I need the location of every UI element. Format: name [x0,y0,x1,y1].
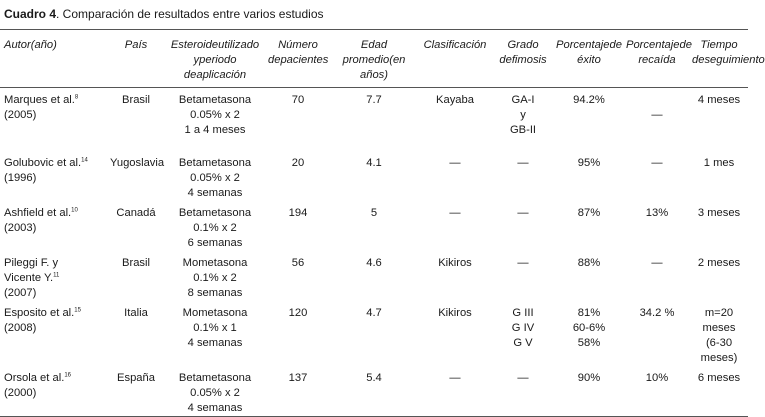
table-body [0,88,748,417]
cell-age [330,301,418,366]
cell-steroid [164,151,266,201]
cell-relapse [624,88,690,152]
table-row [0,251,748,301]
classification-line: Kayaba [436,94,474,106]
cell-author [0,366,108,417]
header-followup [690,30,765,88]
followup-line: m=20 meses [702,307,736,334]
steroid-line: Betametasona [178,207,252,219]
cell-patients [266,301,330,366]
header-line: Esteroide [170,39,219,51]
country-line: Brasil [122,94,150,106]
success-line: 90% [577,372,601,384]
header-line: utilizado y [193,39,260,66]
age-line: 5.4 [366,372,382,384]
success-line: 95% [577,157,601,169]
grade-line: y [520,109,526,121]
followup-line: 2 meses [697,257,741,269]
table-row [0,88,748,152]
cell-success [554,201,624,251]
steroid-line: 0.05% x 2 [190,387,240,399]
header-line: País [124,39,148,51]
cell-author [0,151,108,201]
steroid-line: 4 semanas [187,337,243,349]
steroid-line: Mometasona [182,307,248,319]
header-steroid [164,30,266,88]
age-line: 4.1 [366,157,382,169]
country-line: España [117,372,155,384]
cell-relapse [624,366,690,417]
patients-line: 70 [291,94,305,106]
table-caption [4,7,324,21]
cell-grade [492,366,554,417]
steroid-line: 6 semanas [187,237,243,249]
cell-relapse [624,251,690,301]
header-line: Porcentaje [626,39,680,51]
country-line: Italia [124,307,148,319]
header-line: fimosis [511,54,547,66]
steroid-line: 0.1% x 1 [193,322,237,334]
cell-steroid [164,366,266,417]
cell-classification [418,251,492,301]
table-row [0,151,748,201]
steroid-line: 0.05% x 2 [190,109,240,121]
header-classification [418,30,492,88]
cell-steroid [164,251,266,301]
success-line: 94.2% [573,94,605,106]
header-success [554,30,624,88]
header-country [108,30,164,88]
author-line: (1996) [4,172,37,184]
header-line: Clasificación [423,39,487,51]
cell-patients [266,201,330,251]
header-line: periodo de [183,54,237,81]
age-line: 7.7 [366,94,382,106]
cell-success [554,151,624,201]
header-line: Porcentaje [556,39,610,51]
cell-followup [690,366,748,417]
author-line: (2000) [4,387,37,399]
caption-label: Cuadro 4 [4,7,57,21]
header-line: (en años) [360,54,406,81]
grade-line: GB-II [509,124,537,136]
relapse-line: — [651,157,663,169]
steroid-line: 0.05% x 2 [190,172,240,184]
cell-success [554,251,624,301]
grade-line: GA-I [511,94,535,106]
classification-line: — [449,372,461,384]
followup-line: 3 meses [697,207,741,219]
followup-line: (6-30 meses) [700,337,738,364]
header-line: seguimiento [704,54,765,66]
grade-line: — [517,207,529,219]
grade-line: — [517,157,529,169]
reference-number: 10 [71,207,78,214]
cell-followup [690,88,748,152]
steroid-line: Betametasona [178,94,252,106]
header-line: Grado de [499,39,539,66]
classification-line: — [449,207,461,219]
header-line: (año) [30,39,57,51]
success-line: 87% [577,207,601,219]
steroid-line: 0.1% x 2 [193,222,237,234]
header-line: Número de [268,39,318,66]
classification-line: Kikiros [438,257,472,269]
patients-line: 194 [288,207,308,219]
country-line: Yugoslavia [110,157,165,169]
cell-followup [690,251,748,301]
author-line: Esposito et al.$^{15}$ [4,307,81,319]
cell-age [330,251,418,301]
cell-age [330,201,418,251]
cell-country [108,301,164,366]
author-line: (2008) [4,322,37,334]
cell-country [108,88,164,152]
cell-classification [418,201,492,251]
success-line: 58% [577,337,601,349]
author-line: (2005) [4,109,37,121]
author-line: Orsola et al.$^{16}$ [4,372,72,384]
cell-steroid [164,201,266,251]
author-line: (2003) [4,222,37,234]
cell-patients [266,251,330,301]
cell-patients [266,88,330,152]
cell-age [330,88,418,152]
cell-country [108,151,164,201]
country-line: Brasil [122,257,150,269]
header-line: de éxito [577,39,622,66]
cell-classification [418,366,492,417]
cell-classification [418,88,492,152]
classification-line: — [449,157,461,169]
reference-number: 11 [53,272,60,279]
author-line: Vicente Y.$^{11}$ [4,272,60,284]
table-row [0,301,748,366]
header-line: pacientes [280,54,329,66]
classification-line: Kikiros [438,307,472,319]
header-row [0,30,748,88]
steroid-line: Betametasona [178,372,252,384]
header-line: aplicación [196,69,247,81]
table-row [0,201,748,251]
header-line: Edad promedio [342,39,390,66]
relapse-line: 10% [645,372,669,384]
patients-line: 120 [288,307,308,319]
cell-classification [418,301,492,366]
grade-line: — [517,257,529,269]
relapse-line: 13% [645,207,669,219]
steroid-line: 4 semanas [187,402,243,414]
patients-line: 56 [291,257,305,269]
age-line: 5 [370,207,378,219]
table-row [0,366,748,417]
steroid-line: 0.1% x 2 [193,272,237,284]
cell-relapse [624,301,690,366]
reference-number: 8 [74,94,79,101]
cell-followup [690,301,748,366]
steroid-line: 1 a 4 meses [184,124,246,136]
header-line: de recaída [638,39,692,66]
steroid-line: Betametasona [178,157,252,169]
success-line: 81% [577,307,601,319]
cell-success [554,88,624,152]
cell-classification [418,151,492,201]
cell-success [554,366,624,417]
cell-author [0,88,108,152]
cell-author [0,201,108,251]
grade-line: G IV [511,322,535,334]
relapse-line: — [651,109,663,121]
grade-line: G V [513,337,533,349]
cell-grade [492,88,554,152]
author-line: Ashfield et al.$^{10}$ [4,207,78,219]
followup-line: 1 mes [703,157,735,169]
header-grade [492,30,554,88]
age-line: 4.6 [366,257,382,269]
steroid-line: 8 semanas [187,287,243,299]
cell-author [0,301,108,366]
reference-number: 15 [74,307,81,314]
reference-number: 14 [81,157,88,164]
cell-followup [690,151,748,201]
cell-country [108,251,164,301]
cell-followup [690,201,748,251]
header-age [330,30,418,88]
success-line: 60-6% [572,322,606,334]
caption-text: . Comparación de resultados entre varios estudios [56,7,324,21]
header-line: Tiempo de [692,39,738,66]
cell-grade [492,301,554,366]
relapse-line: 34.2 % [639,307,675,319]
followup-line: 6 meses [697,372,741,384]
steroid-line: Mometasona [182,257,248,269]
success-line: 88% [577,257,601,269]
cell-steroid [164,88,266,152]
cell-country [108,201,164,251]
cell-success [554,301,624,366]
author-line: (2007) [4,287,37,299]
cell-grade [492,201,554,251]
author-line: Pileggi F. y [4,257,59,269]
cell-age [330,151,418,201]
header-author [0,30,108,88]
cell-relapse [624,201,690,251]
header-relapse [624,30,690,88]
cell-grade [492,251,554,301]
cell-author [0,251,108,301]
grade-line: — [517,372,529,384]
reference-number: 16 [64,372,72,379]
patients-line: 20 [291,157,305,169]
header-line: Autor [4,39,31,51]
cell-country [108,366,164,417]
country-line: Canadá [116,207,156,219]
patients-line: 137 [288,372,308,384]
cell-relapse [624,151,690,201]
cell-age [330,366,418,417]
author-line: Golubovic et al.$^{14}$ [4,157,88,169]
author-line: Marques et al.$^8$ [4,94,79,106]
relapse-line: — [651,257,663,269]
cell-patients [266,366,330,417]
results-table [0,29,765,417]
cell-grade [492,151,554,201]
grade-line: G III [512,307,534,319]
age-line: 4.7 [366,307,382,319]
followup-line: 4 meses [697,94,741,106]
header-patients [266,30,330,88]
cell-steroid [164,301,266,366]
steroid-line: 4 semanas [187,187,243,199]
cell-patients [266,151,330,201]
